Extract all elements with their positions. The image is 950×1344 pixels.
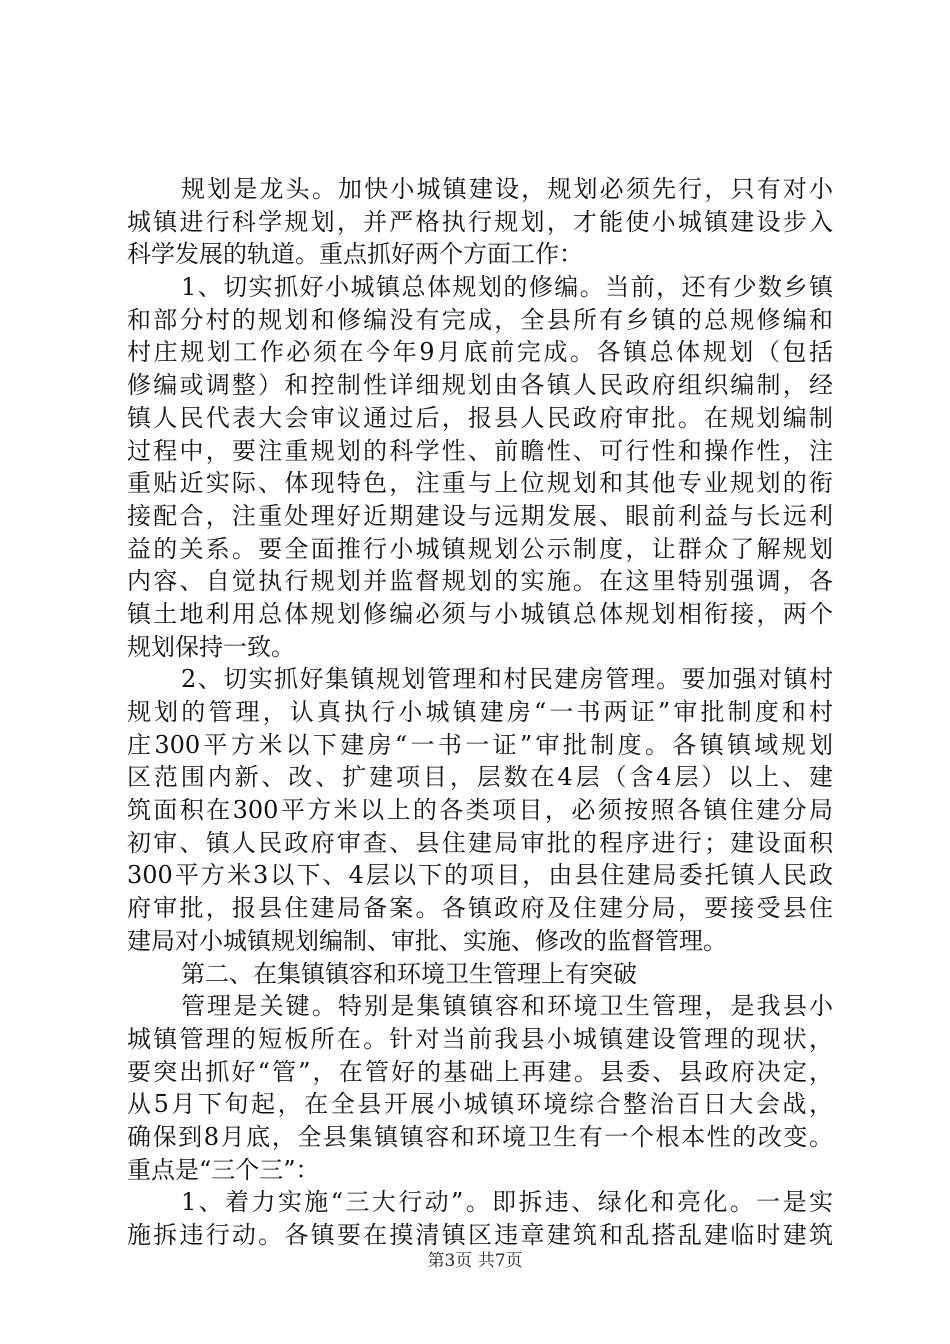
text-line: 管理是关键。特别是集镇镇容和环境卫生管理，是我县小	[181, 992, 833, 1021]
text-line: 1、切实抓好小城镇总体规划的修编。当前，还有少数乡镇	[181, 273, 833, 302]
text-line: 初审、镇人民政府审查、县住建局审批的程序进行；建设面积	[127, 828, 833, 857]
page-footer: 第3页 共7页	[427, 1251, 523, 1271]
text-line: 从5月下旬起，在全县开展小城镇环境综合整治百日大会战，	[127, 1090, 833, 1119]
text-line: 要突出抓好“管”，在管好的基础上再建。县委、县政府决定，	[127, 1057, 833, 1086]
text-line: 府审批，报县住建局备案。各镇政府及住建分局，要接受县住	[127, 894, 833, 923]
text-line: 规划保持一致。	[127, 632, 295, 661]
text-line: 修编或调整）和控制性详细规划由各镇人民政府组织编制，经	[127, 371, 833, 400]
text-line: 接配合，注重处理好近期建设与远期发展、眼前利益与长远利	[127, 501, 833, 530]
text-line: 镇土地利用总体规划修编必须与小城镇总体规划相衔接，两个	[127, 599, 833, 628]
text-line: 城镇进行科学规划，并严格执行规划，才能使小城镇建设步入	[127, 207, 833, 236]
document-body	[127, 173, 833, 1252]
text-line: 村庄规划工作必须在今年9月底前完成。各镇总体规划（包括	[127, 338, 833, 367]
text-line: 区范围内新、改、扩建项目，层数在4层（含4层）以上、建	[127, 763, 833, 792]
text-line: 规划是龙头。加快小城镇建设，规划必须先行，只有对小	[181, 175, 833, 203]
text-line: 300平方米3以下、4层以下的项目，由县住建局委托镇人民政	[127, 861, 833, 890]
text-line: 确保到8月底，全县集镇镇容和环境卫生有一个根本性的改变。	[127, 1122, 833, 1151]
text-line: 第二、在集镇镇容和环境卫生管理上有突破	[181, 959, 637, 988]
text-line: 重贴近实际、体现特色，注重与上位规划和其他专业规划的衔	[127, 469, 833, 498]
text-line: 规划的管理，认真执行小城镇建房“一书两证”审批制度和村	[127, 698, 833, 726]
text-line: 施拆违行动。各镇要在摸清镇区违章建筑和乱搭乱建临时建筑	[127, 1221, 833, 1249]
text-line: 建局对小城镇规划编制、审批、实施、修改的监督管理。	[127, 926, 727, 955]
text-line: 2、切实抓好集镇规划管理和村民建房管理。要加强对镇村	[181, 665, 833, 694]
text-line: 庄300平方米以下建房“一书一证”审批制度。各镇镇域规划	[127, 730, 833, 759]
text-line: 内容、自觉执行规划并监督规划的实施。在这里特别强调，各	[127, 567, 833, 596]
text-line: 镇人民代表大会审议通过后，报县人民政府审批。在规划编制	[127, 403, 833, 432]
text-line: 过程中，要注重规划的科学性、前瞻性、可行性和操作性，注	[127, 436, 833, 465]
text-line: 益的关系。要全面推行小城镇规划公示制度，让群众了解规划	[127, 534, 833, 563]
text-line: 城镇管理的短板所在。针对当前我县小城镇建设管理的现状，	[127, 1024, 833, 1053]
text-line: 1、着力实施“三大行动”。即拆违、绿化和亮化。一是实	[181, 1188, 833, 1217]
text-line: 和部分村的规划和修编没有完成，全县所有乡镇的总规修编和	[127, 305, 833, 334]
text-line: 筑面积在300平方米以上的各类项目，必须按照各镇住建分局	[127, 796, 833, 825]
text-line: 重点是“三个三”：	[127, 1155, 320, 1184]
text-line: 科学发展的轨道。重点抓好两个方面工作：	[127, 240, 583, 269]
